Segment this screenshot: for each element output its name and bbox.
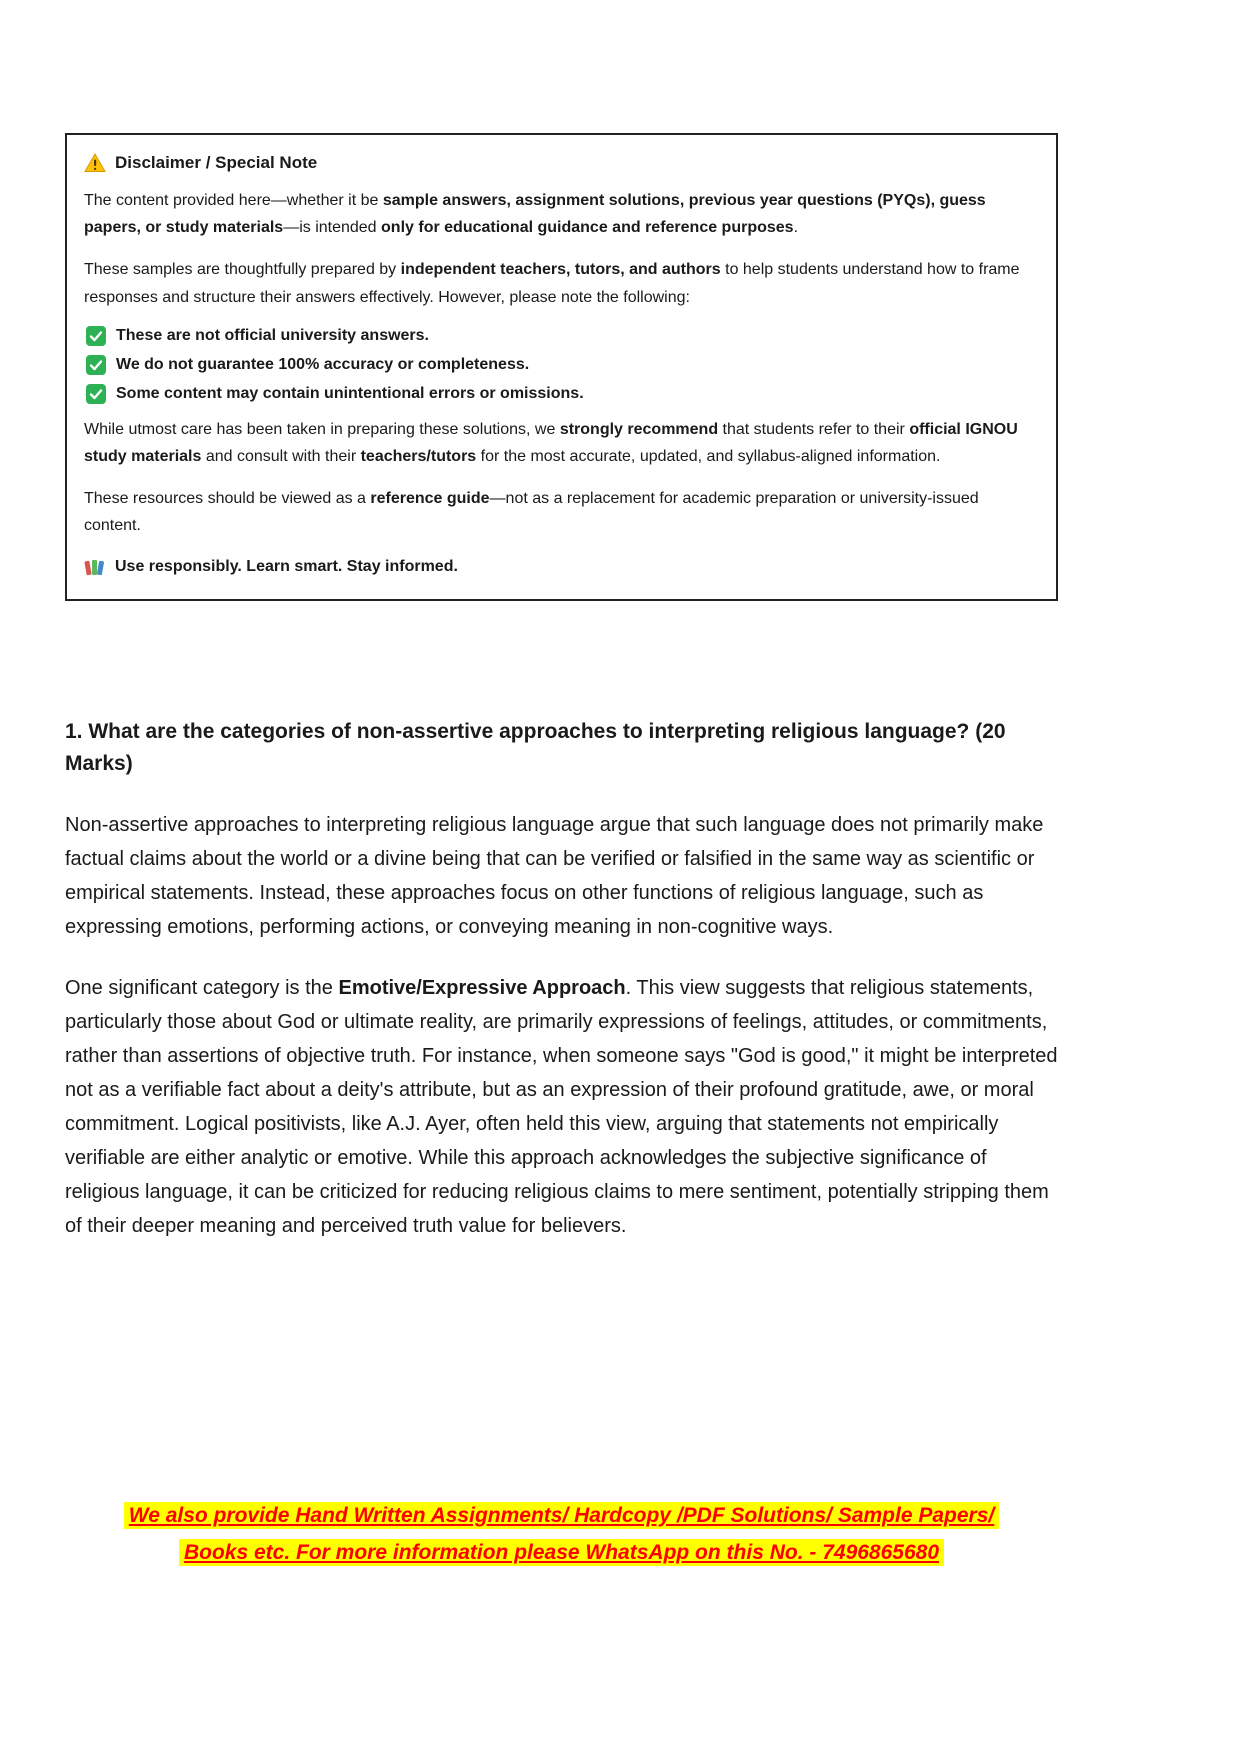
green-checkbox-icon [86,384,106,404]
disclaimer-closing-row [84,558,1039,577]
disclaimer-title: Disclaimer / Special Note [115,153,318,172]
checklist-item-text: We do not guarantee 100% accuracy or completeness. [116,355,530,373]
green-checkbox-icon [86,326,106,346]
promo-line [65,1535,1058,1572]
promo-footer-text-line2: Books etc. For more information please WhatsApp on this No. - 7496865680 [179,1539,944,1566]
answer-paragraph-1: Non-assertive approaches to interpreting religious language argue that such language does not primarily make factual claims about the world or a divine being that can be verified or falsified in the same way as scientific or empirical statements. Instead, these approaches focus on other functions of religious language, such as expressing emotions, performing actions, or conveying meaning in non-cognitive ways. [65,813,1044,938]
question-heading: 1. What are the categories of non-assertive approaches to interpreting religious language? (20 Marks) [65,719,1006,776]
promo-footer [65,1498,1058,1572]
checklist-item-text: Some content may contain unintentional errors or omissions. [116,384,584,402]
answer-paragraph-2: One significant category is the Emotive/Expressive Approach. This view suggests that religious statements, particularly those about God or ultimate reality, are primarily expressions of feelings, attitudes, or commitments, rather than assertions of objective truth. For instance, when someone says "God is good," it might be interpreted not as a verifiable fact about a deity's attribute, but as an expression of their profound gratitude, awe, or moral commitment. Logical positivists, like A.J. Ayer, often held this view, arguing that statements not empirically verifiable are either analytic or emotive. While this approach acknowledges the subjective significance of religious language, it can be criticized for reducing religious claims to mere sentiment, potentially stripping them of their deeper meaning and perceived truth value for believers. [65,976,1058,1237]
disclaimer-title-row [84,153,1039,173]
books-icon [84,558,105,577]
promo-footer-text-line1: We also provide Hand Written Assignments/ Hardcopy /PDF Solutions/ Sample Papers/ [124,1502,999,1529]
warning-icon [84,153,106,173]
disclaimer-closing-text: Use responsibly. Learn smart. Stay informed. [115,558,458,575]
checklist-item-text: These are not official university answers. [116,326,429,344]
checklist-item [84,384,1039,404]
disclaimer-checklist [84,326,1039,404]
disclaimer-paragraph-4: These resources should be viewed as a reference guide—not as a replacement for academic preparation or university-issued content. [84,490,979,535]
green-checkbox-icon [86,355,106,375]
disclaimer-box [65,133,1058,601]
disclaimer-paragraph-1: The content provided here—whether it be sample answers, assignment solutions, previous year questions (PYQs), guess papers, or study materials—is intended only for educational guidance and reference purposes. [84,192,986,237]
checklist-item [84,355,1039,375]
promo-line [65,1498,1058,1535]
disclaimer-paragraph-3: While utmost care has been taken in preparing these solutions, we strongly recommend that students refer to their official IGNOU study materials and consult with their teachers/tutors for the most accurate, updated, and syllabus-aligned information. [84,420,1018,465]
disclaimer-paragraph-2: These samples are thoughtfully prepared by independent teachers, tutors, and authors to help students understand how to frame responses and structure their answers effectively. However, please note the following: [84,261,1020,306]
checklist-item [84,326,1039,346]
